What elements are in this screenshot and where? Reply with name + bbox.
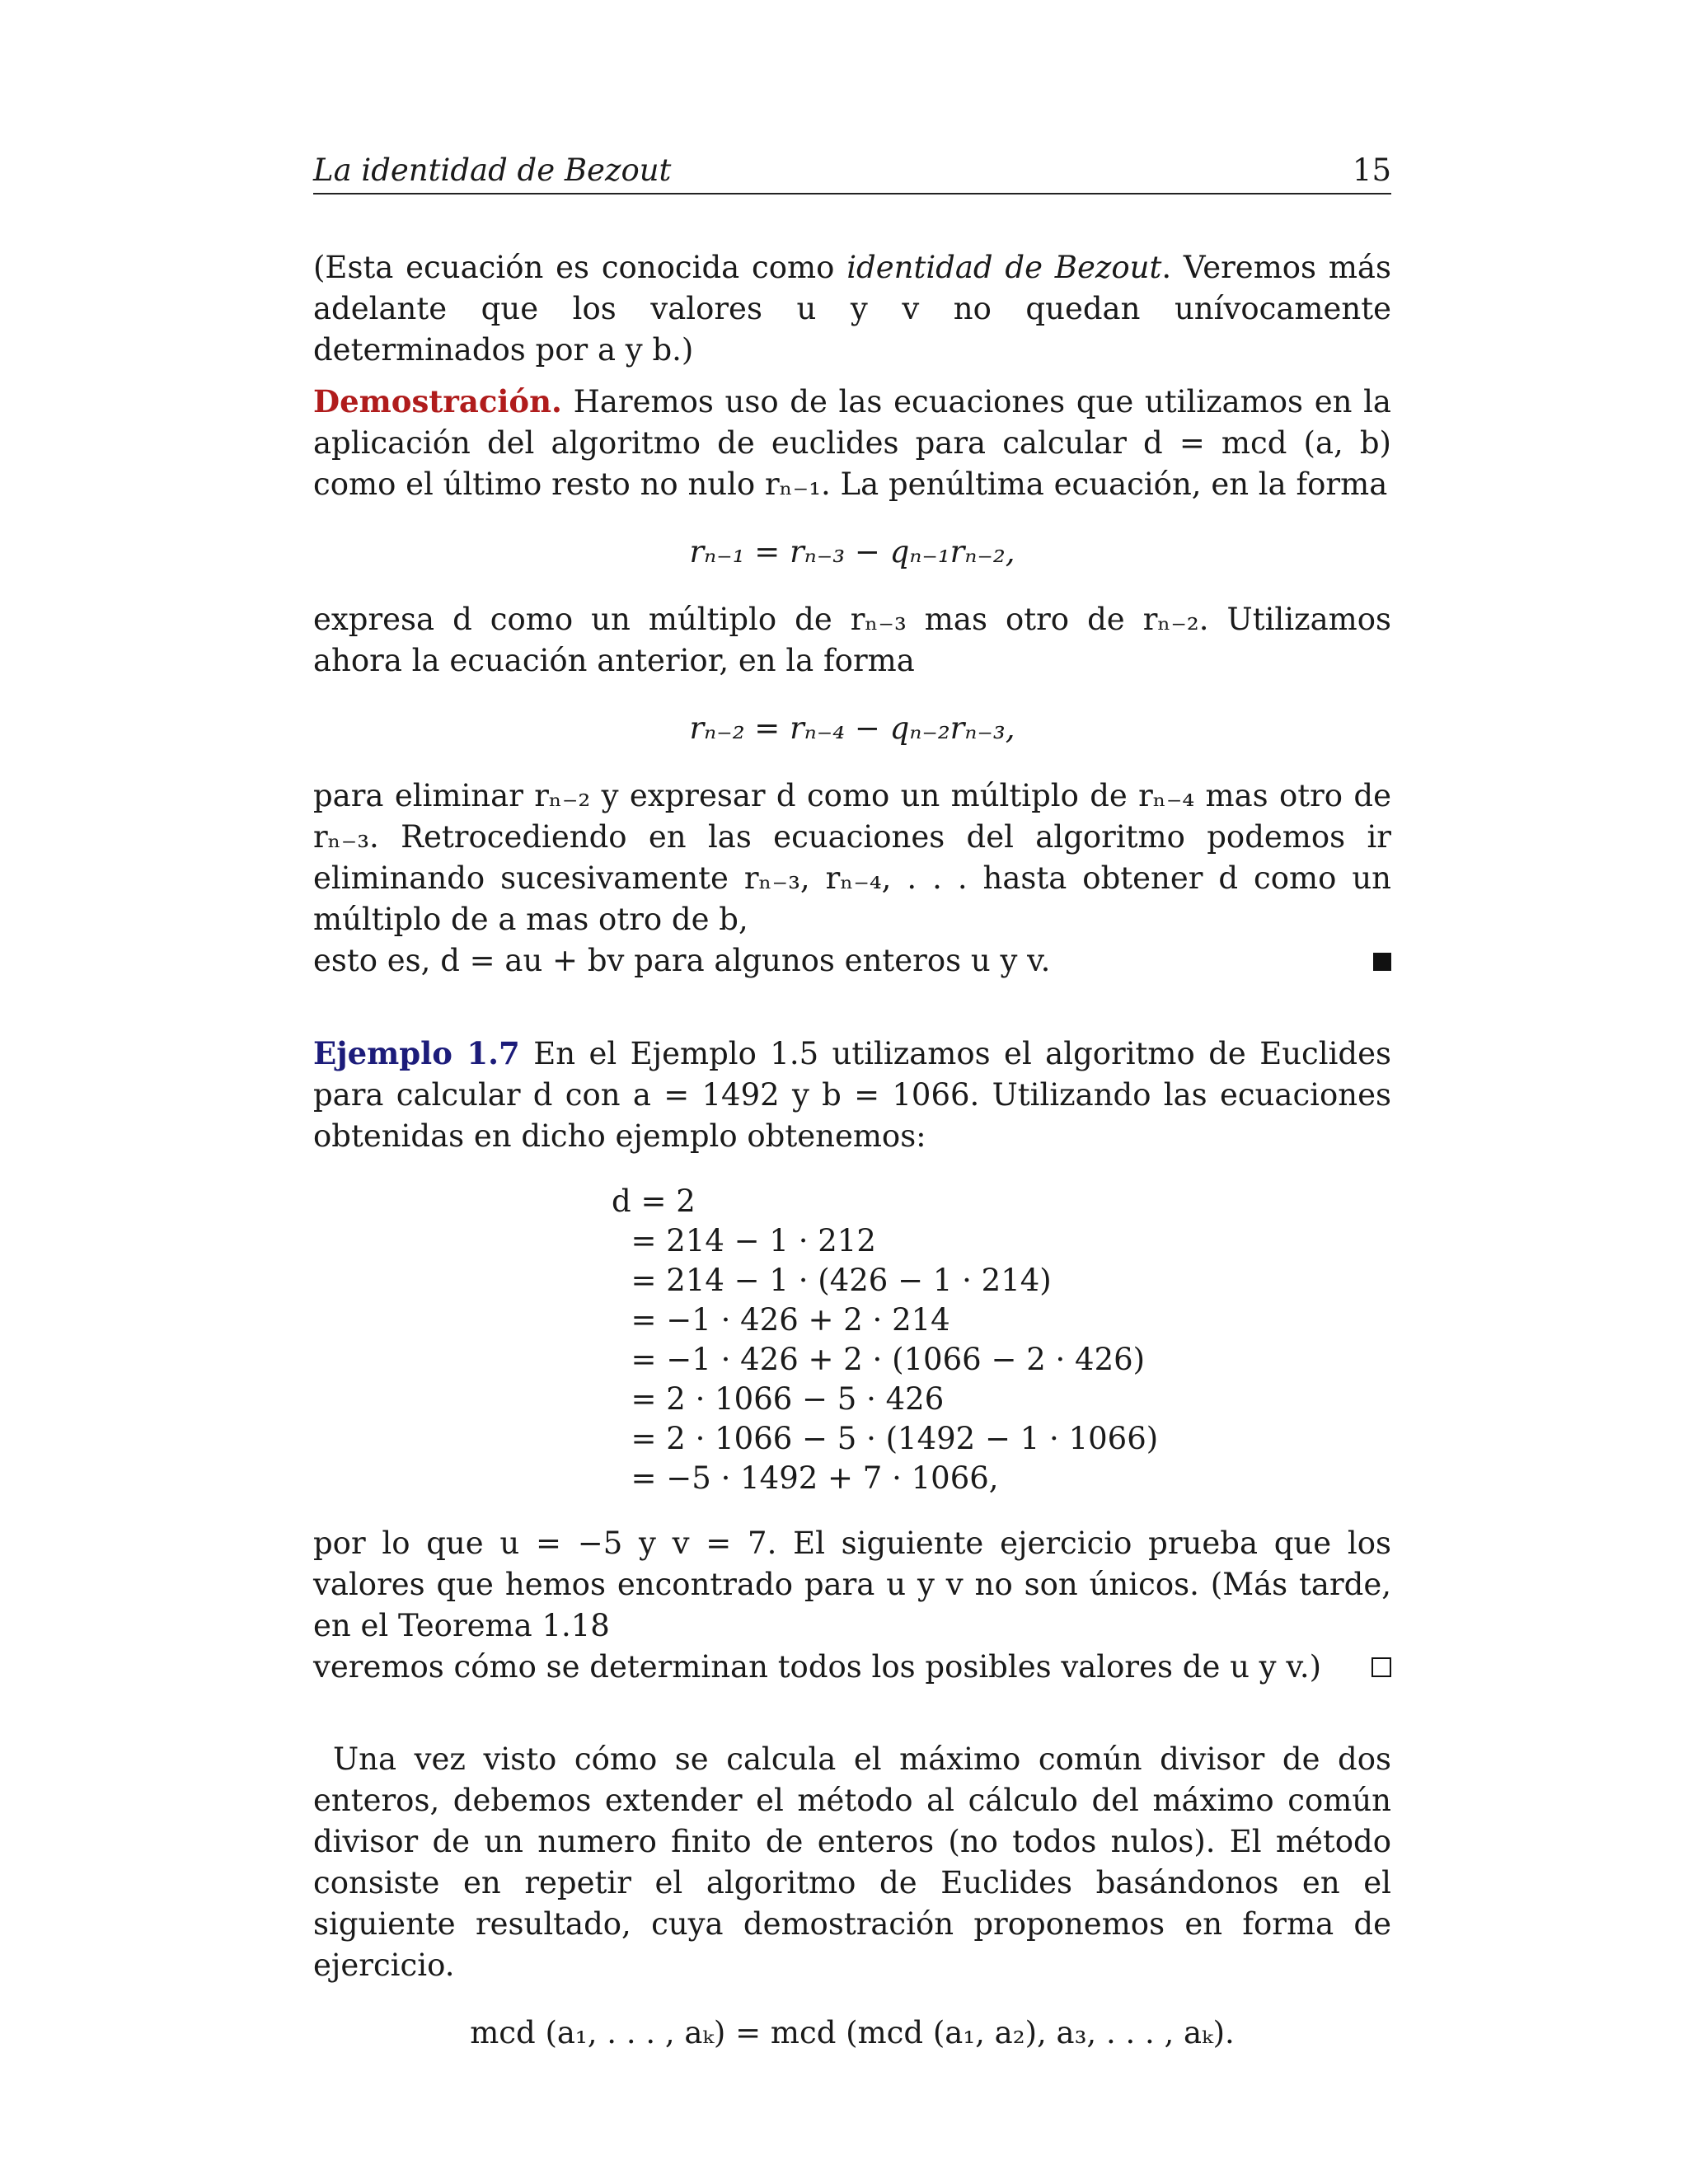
page-number: 15 [1352,152,1391,188]
gcd-equation: mcd (a₁, . . . , aₖ) = mcd (mcd (a₁, a₂), a₃, . . . , aₖ). [470,2015,1235,2050]
proof-label: Demostración. [313,383,562,419]
equation-line: d = 2 [612,1183,696,1219]
proof-end-line: esto es, d = au + bv para algunos enteros u y v. [313,940,1391,982]
equation-line: = 214 − 1 · 212 [612,1223,876,1258]
page [313,148,1391,2080]
proof-paragraph-3: para eliminar rₙ₋₂ y expresar d como un múltiplo de rₙ₋₄ mas otro de rₙ₋₃. Retrocediendo en las ecuaciones del algoritmo podemos ir eliminando sucesivamente rₙ₋₃, rₙ₋₄, . . . hasta obtener d como un múltiplo de a mas otro de b, [313,778,1391,937]
proof-paragraph-2: expresa d como un múltiplo de rₙ₋₃ mas otro de rₙ₋₂. Utilizamos ahora la ecuación anterior, en la forma [313,602,1391,678]
qed-open-square-icon [1372,1657,1391,1677]
intro-paragraph: (Esta ecuación es conocida como identidad de Bezout. Veremos más adelante que los valores u y v no quedan unívocamente determinados por a y b.) [313,250,1391,368]
equation-2: rₙ₋₂ = rₙ₋₄ − qₙ₋₂rₙ₋₃, [689,710,1015,746]
running-header [313,148,1391,194]
equation-line: = 2 · 1066 − 5 · 426 [612,1381,945,1417]
equation-line: = 2 · 1066 − 5 · (1492 − 1 · 1066) [612,1421,1159,1456]
example-end-line: veremos cómo se determinan todos los posibles valores de u y v.) [313,1647,1391,1688]
equation-line: = 214 − 1 · (426 − 1 · 214) [612,1263,1052,1298]
equation-1: rₙ₋₁ = rₙ₋₃ − qₙ₋₁rₙ₋₂, [689,534,1015,569]
example-label: Ejemplo 1.7 [313,1035,520,1071]
qed-filled-square-icon [1373,953,1391,971]
aligned-equations [612,1182,1391,1498]
example-paragraph: Ejemplo 1.7 En el Ejemplo 1.5 utilizamos el algoritmo de Euclides para calcular d con a = 1492 y b = 1066. Utilizando las ecuaciones obtenidas en dicho ejemplo obtenemos: [313,1035,1391,1154]
equation-line: = −1 · 426 + 2 · 214 [612,1302,950,1338]
equation-line: = −1 · 426 + 2 · (1066 − 2 · 426) [612,1342,1146,1377]
identity-term: identidad de Bezout [846,250,1162,285]
header-title: La identidad de Bezout [313,152,672,188]
closing-paragraph: Una vez visto cómo se calcula el máximo común divisor de dos enteros, debemos extender el método al cálculo del máximo común divisor de un numero finito de enteros (no todos nulos). El método consiste en repetir el algoritmo de Euclides basándonos en el siguiente resultado, cuya demostración proponemos en forma de ejercicio. [313,1741,1391,1983]
proof-paragraph: Demostración. Haremos uso de las ecuaciones que utilizamos en la aplicación del algoritmo de euclides para calcular d = mcd (a, b) como el último resto no nulo rₙ₋₁. La penúltima ecuación, en la forma [313,383,1391,502]
equation-line: = −5 · 1492 + 7 · 1066, [612,1460,999,1496]
example-conclusion: por lo que u = −5 y v = 7. El siguiente ejercicio prueba que los valores que hemos encontrado para u y v no son únicos. (Más tarde, en el Teorema 1.18 [313,1526,1391,1643]
